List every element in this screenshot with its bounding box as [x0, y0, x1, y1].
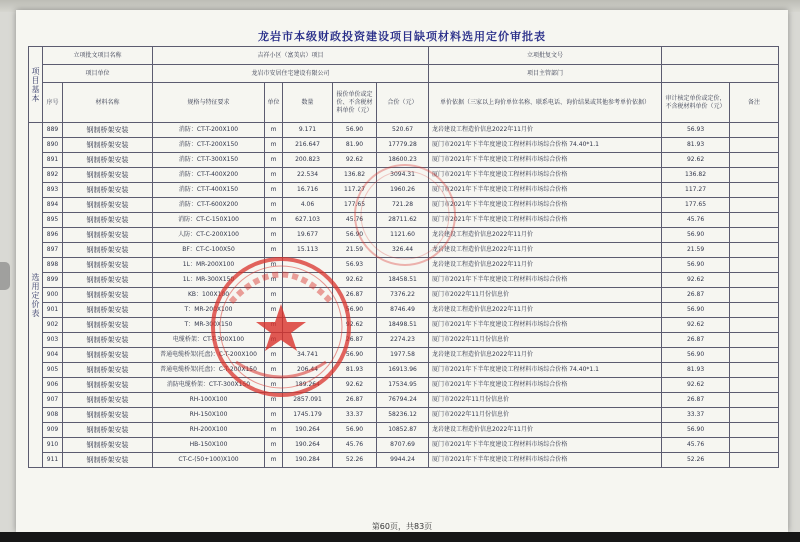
cell-seq: 897 [43, 243, 63, 258]
cell-remark [730, 438, 779, 453]
cell-spec: RH-200X100 [153, 423, 265, 438]
side-handle[interactable] [0, 262, 10, 290]
cell-spec: 普通电缆桥架(托盘)：C-T-200X100 [153, 348, 265, 363]
cell-remark [730, 348, 779, 363]
cell-seq: 896 [43, 228, 63, 243]
cell-total: 58236.12 [377, 408, 429, 423]
unit-label: 项目单位 [43, 65, 153, 83]
cell-spec: BF：CT-C-100X50 [153, 243, 265, 258]
cell-name: 钢制桥架安装 [63, 438, 153, 453]
cell-spec: 消防：CT-T-200X100 [153, 123, 265, 138]
cell-spec: 消防：CT-C-150X100 [153, 213, 265, 228]
cell-name: 钢制桥架安装 [63, 303, 153, 318]
cell-price: 56.93 [333, 258, 377, 273]
cell-unit: m [265, 168, 283, 183]
cell-basis: 龙岩建设工程造价信息2022年11月价 [429, 243, 662, 258]
cell-name: 钢制桥架安装 [63, 348, 153, 363]
cell-qty: 22.534 [283, 168, 333, 183]
table-row [29, 138, 779, 153]
table-row [29, 423, 779, 438]
cell-basis: 龙岩建设工程造价信息2022年11月价 [429, 228, 662, 243]
table-row [29, 333, 779, 348]
side-label-basic: 项目基本 [29, 47, 43, 123]
cell-seq: 895 [43, 213, 63, 228]
cell-seq: 904 [43, 348, 63, 363]
cell-name: 钢制桥架安装 [63, 168, 153, 183]
cell-seq: 905 [43, 363, 63, 378]
cell-price: 92.62 [333, 378, 377, 393]
cell-spec: 消防：CT-T-600X200 [153, 198, 265, 213]
cell-seq: 911 [43, 453, 63, 468]
cell-total: 17534.95 [377, 378, 429, 393]
cell-total: 18600.23 [377, 153, 429, 168]
cell-unit: m [265, 408, 283, 423]
cell-unit: m [265, 423, 283, 438]
cell-basis: 厦门市2021年下半年度建设工程材料市场综合价格 [429, 153, 662, 168]
cell-unit: m [265, 213, 283, 228]
table-row [29, 123, 779, 138]
cell-seq: 903 [43, 333, 63, 348]
table-row [29, 453, 779, 468]
cell-name: 钢制桥架安装 [63, 453, 153, 468]
cell-total: 9944.24 [377, 453, 429, 468]
cell-review: 56.90 [662, 348, 730, 363]
cell-review: 81.93 [662, 138, 730, 153]
cell-qty: 19.677 [283, 228, 333, 243]
header-seq: 序号 [43, 83, 63, 123]
cell-review: 92.62 [662, 273, 730, 288]
approval-no-label: 立项批复文号 [429, 47, 662, 65]
cell-price: 56.90 [333, 123, 377, 138]
cell-remark [730, 393, 779, 408]
cell-basis: 龙岩建设工程造价信息2022年11月价 [429, 348, 662, 363]
cell-review: 26.87 [662, 393, 730, 408]
cell-price: 177.65 [333, 198, 377, 213]
cell-qty: 200.823 [283, 153, 333, 168]
cell-unit: m [265, 303, 283, 318]
cell-basis: 厦门市2021年下半年度建设工程材料市场综合价格 [429, 378, 662, 393]
cell-name: 钢制桥架安装 [63, 153, 153, 168]
header-total: 合价（元） [377, 83, 429, 123]
cell-price: 56.90 [333, 348, 377, 363]
table-row [29, 318, 779, 333]
cell-total: 28711.62 [377, 213, 429, 228]
table-row [29, 393, 779, 408]
cell-price: 52.26 [333, 453, 377, 468]
cell-review: 26.87 [662, 333, 730, 348]
cell-seq: 910 [43, 438, 63, 453]
cell-review: 33.37 [662, 408, 730, 423]
cell-spec: 1L：MR-200X100 [153, 258, 265, 273]
cell-review: 21.59 [662, 243, 730, 258]
cell-remark [730, 288, 779, 303]
cell-total: 1977.58 [377, 348, 429, 363]
cell-seq: 907 [43, 393, 63, 408]
header-qty: 数量 [283, 83, 333, 123]
cell-review: 52.26 [662, 453, 730, 468]
cell-review: 56.90 [662, 228, 730, 243]
cell-remark [730, 153, 779, 168]
cell-basis: 厦门市2021年下半年度建设工程材料市场综合价格 [429, 213, 662, 228]
cell-seq: 889 [43, 123, 63, 138]
cell-total: 8707.69 [377, 438, 429, 453]
cell-spec: 消防：CT-T-200X150 [153, 138, 265, 153]
cell-price: 56.90 [333, 303, 377, 318]
cell-spec: 消防：CT-T-300X150 [153, 153, 265, 168]
document-title: 龙岩市本级财政投资建设项目缺项材料选用定价审批表 [258, 30, 546, 43]
cell-unit: m [265, 228, 283, 243]
cell-review: 117.27 [662, 183, 730, 198]
cell-spec: KB：100X100 [153, 288, 265, 303]
cell-total: 8746.49 [377, 303, 429, 318]
table-row [29, 363, 779, 378]
header-name: 材料名称 [63, 83, 153, 123]
table-row [29, 378, 779, 393]
cell-review: 56.90 [662, 423, 730, 438]
page-number: 第60页，共83页 [371, 522, 433, 531]
cell-total: 520.67 [377, 123, 429, 138]
header-review: 审计核定单价或定价，不含税材料单价（元） [662, 83, 730, 123]
cell-qty: 206.44 [283, 363, 333, 378]
cell-total: 10852.87 [377, 423, 429, 438]
cell-qty: 189.264 [283, 378, 333, 393]
cell-qty: 190.264 [283, 438, 333, 453]
cell-basis: 厦门市2022年11月份信息价 [429, 408, 662, 423]
cell-remark [730, 453, 779, 468]
cell-seq: 899 [43, 273, 63, 288]
cell-seq: 909 [43, 423, 63, 438]
cell-seq: 892 [43, 168, 63, 183]
cell-price: 81.93 [333, 363, 377, 378]
cell-remark [730, 378, 779, 393]
cell-qty: 190.264 [283, 423, 333, 438]
table-row [29, 348, 779, 363]
cell-unit: m [265, 258, 283, 273]
cell-remark [730, 183, 779, 198]
cell-basis: 龙岩建设工程造价信息2022年11月价 [429, 303, 662, 318]
cell-unit: m [265, 198, 283, 213]
cell-unit: m [265, 138, 283, 153]
cell-basis: 厦门市2021年下半年度建设工程材料市场综合价格 74.40*1.1 [429, 138, 662, 153]
cell-total: 3094.31 [377, 168, 429, 183]
cell-name: 钢制桥架安装 [63, 378, 153, 393]
cell-basis: 龙岩建设工程造价信息2022年11月价 [429, 258, 662, 273]
cell-name: 钢制桥架安装 [63, 258, 153, 273]
cell-basis: 厦门市2021年下半年度建设工程材料市场综合价格 [429, 453, 662, 468]
cell-price: 56.90 [333, 423, 377, 438]
cell-price: 81.90 [333, 138, 377, 153]
cell-remark [730, 273, 779, 288]
cell-total: 18498.51 [377, 318, 429, 333]
cell-price: 33.37 [333, 408, 377, 423]
cell-name: 钢制桥架安装 [63, 198, 153, 213]
cell-remark [730, 318, 779, 333]
header-remark: 备注 [730, 83, 779, 123]
cell-spec: 消防：CT-T-400X150 [153, 183, 265, 198]
cell-seq: 902 [43, 318, 63, 333]
cell-qty: 34.741 [283, 348, 333, 363]
cell-unit: m [265, 348, 283, 363]
cell-total: 18458.51 [377, 273, 429, 288]
cell-seq: 908 [43, 408, 63, 423]
cell-basis: 厦门市2021年下半年度建设工程材料市场综合价格 [429, 183, 662, 198]
table-row [29, 303, 779, 318]
document-page [16, 10, 788, 532]
header-price: 报价单价或定价、不含税材料单价（元） [333, 83, 377, 123]
cell-spec: 消防电缆桥架：CT-T-300X150 [153, 378, 265, 393]
cell-price: 45.76 [333, 438, 377, 453]
cell-price: 92.62 [333, 318, 377, 333]
cell-review: 26.87 [662, 288, 730, 303]
cell-remark [730, 138, 779, 153]
cell-total: 17779.28 [377, 138, 429, 153]
cell-spec: 1L：MR-300X150 [153, 273, 265, 288]
cell-name: 钢制桥架安装 [63, 318, 153, 333]
cell-unit: m [265, 243, 283, 258]
cell-total: 7376.22 [377, 288, 429, 303]
cell-remark [730, 258, 779, 273]
cell-remark [730, 363, 779, 378]
cell-name: 钢制桥架安装 [63, 288, 153, 303]
dept-extra [662, 65, 779, 83]
cell-name: 钢制桥架安装 [63, 363, 153, 378]
cell-remark [730, 213, 779, 228]
cell-unit: m [265, 378, 283, 393]
dept-value: 项目主管部门 [429, 65, 662, 83]
cell-spec: HB-150X100 [153, 438, 265, 453]
cell-qty: 627.103 [283, 213, 333, 228]
cell-spec: RH-150X100 [153, 408, 265, 423]
cell-name: 钢制桥架安装 [63, 243, 153, 258]
cell-seq: 893 [43, 183, 63, 198]
cell-review: 56.93 [662, 123, 730, 138]
header-row [29, 83, 779, 123]
phone-bottom-bar [0, 532, 800, 542]
cell-seq: 894 [43, 198, 63, 213]
cell-basis: 龙岩建设工程造价信息2022年11月价 [429, 423, 662, 438]
cell-qty: 16.716 [283, 183, 333, 198]
cell-remark [730, 228, 779, 243]
info-row-unit [29, 65, 779, 83]
cell-basis: 厦门市2021年下半年度建设工程材料市场综合价格 [429, 273, 662, 288]
cell-name: 钢制桥架安装 [63, 183, 153, 198]
official-seal-icon [206, 252, 356, 402]
cell-unit: m [265, 438, 283, 453]
cell-unit: m [265, 453, 283, 468]
cell-review: 177.65 [662, 198, 730, 213]
cell-spec: 人防：CT-C-200X100 [153, 228, 265, 243]
cell-qty: 15.113 [283, 243, 333, 258]
cell-name: 钢制桥架安装 [63, 333, 153, 348]
cell-review: 56.90 [662, 303, 730, 318]
cell-price: 26.87 [333, 393, 377, 408]
cell-spec: CT-C-(50+100)X100 [153, 453, 265, 468]
cell-price: 92.62 [333, 273, 377, 288]
cell-spec: T：MR-200X100 [153, 303, 265, 318]
cell-review: 136.82 [662, 168, 730, 183]
project-name-label: 立项批文项目名称 [43, 47, 153, 65]
cell-price: 21.59 [333, 243, 377, 258]
cell-spec: 消防：CT-T-400X200 [153, 168, 265, 183]
table-row [29, 273, 779, 288]
cell-name: 钢制桥架安装 [63, 123, 153, 138]
cell-qty: 9.171 [283, 123, 333, 138]
table-row [29, 408, 779, 423]
cell-seq: 898 [43, 258, 63, 273]
cell-review: 56.90 [662, 258, 730, 273]
cell-unit: m [265, 393, 283, 408]
info-row-project [29, 47, 779, 65]
cell-price: 56.90 [333, 228, 377, 243]
cell-basis: 厦门市2021年下半年度建设工程材料市场综合价格 74.40*1.1 [429, 363, 662, 378]
cell-qty: 190.284 [283, 453, 333, 468]
cell-basis: 厦门市2021年下半年度建设工程材料市场综合价格 [429, 438, 662, 453]
cell-remark [730, 198, 779, 213]
approval-no-value [662, 47, 779, 65]
cell-unit: m [265, 123, 283, 138]
cell-review: 92.62 [662, 318, 730, 333]
cell-basis: 厦门市2021年下半年度建设工程材料市场综合价格 [429, 198, 662, 213]
cell-unit: m [265, 363, 283, 378]
cell-seq: 890 [43, 138, 63, 153]
side-label-pricing: 选用定价表 [29, 123, 43, 468]
cell-unit: m [265, 288, 283, 303]
cell-total: 721.28 [377, 198, 429, 213]
cell-review: 92.62 [662, 153, 730, 168]
cell-seq: 891 [43, 153, 63, 168]
cell-total: 1121.60 [377, 228, 429, 243]
cell-seq: 906 [43, 378, 63, 393]
cell-spec: RH-100X100 [153, 393, 265, 408]
cell-review: 45.76 [662, 213, 730, 228]
cell-price: 117.27 [333, 183, 377, 198]
cell-remark [730, 333, 779, 348]
cell-seq: 900 [43, 288, 63, 303]
cell-basis: 厦门市2022年11月份信息价 [429, 288, 662, 303]
cell-review: 45.76 [662, 438, 730, 453]
cell-name: 钢制桥架安装 [63, 273, 153, 288]
cell-price: 92.62 [333, 153, 377, 168]
cell-name: 钢制桥架安装 [63, 138, 153, 153]
cell-unit: m [265, 273, 283, 288]
cell-spec: 普通电缆桥架(托盘)：C-T-200X150 [153, 363, 265, 378]
cell-price: 26.87 [333, 288, 377, 303]
cell-remark [730, 408, 779, 423]
cell-basis: 厦门市2021年下半年度建设工程材料市场综合价格 [429, 318, 662, 333]
cell-basis: 龙岩建设工程造价信息2022年11月价 [429, 123, 662, 138]
cell-total: 16913.96 [377, 363, 429, 378]
cell-remark [730, 303, 779, 318]
cell-remark [730, 123, 779, 138]
cell-remark [730, 243, 779, 258]
cell-qty: 1745.179 [283, 408, 333, 423]
cell-qty: 4.06 [283, 198, 333, 213]
cell-basis: 厦门市2022年11月份信息价 [429, 333, 662, 348]
cell-name: 钢制桥架安装 [63, 213, 153, 228]
table-row [29, 288, 779, 303]
header-spec: 规格与特征要求 [153, 83, 265, 123]
cell-name: 钢制桥架安装 [63, 228, 153, 243]
table-row [29, 438, 779, 453]
cell-qty: 2857.091 [283, 393, 333, 408]
cell-unit: m [265, 153, 283, 168]
cell-price: 136.82 [333, 168, 377, 183]
cell-unit: m [265, 183, 283, 198]
cell-spec: T：MR-300X150 [153, 318, 265, 333]
cell-remark [730, 423, 779, 438]
cell-price: 26.87 [333, 333, 377, 348]
faint-stamp-icon [350, 160, 460, 270]
cell-seq: 901 [43, 303, 63, 318]
cell-price: 45.76 [333, 213, 377, 228]
cell-spec: 电缆桥架：CT-T-300X100 [153, 333, 265, 348]
header-basis: 单价依据（三家以上询价单位名称、联系电话、询价结果或其他参考单价依据） [429, 83, 662, 123]
cell-total: 76794.24 [377, 393, 429, 408]
cell-basis: 厦门市2021年下半年度建设工程材料市场综合价格 [429, 168, 662, 183]
cell-name: 钢制桥架安装 [63, 423, 153, 438]
cell-qty: 216.647 [283, 138, 333, 153]
unit-value: 龙岩市安居住宅建设有限公司 [153, 65, 429, 83]
cell-total: 2274.23 [377, 333, 429, 348]
cell-remark [730, 168, 779, 183]
project-name-value: 吉祥小区（富美店）项目 [153, 47, 429, 65]
cell-review: 92.62 [662, 378, 730, 393]
cell-total: 1960.26 [377, 183, 429, 198]
cell-name: 钢制桥架安装 [63, 408, 153, 423]
cell-review: 81.93 [662, 363, 730, 378]
cell-total: 326.44 [377, 243, 429, 258]
cell-name: 钢制桥架安装 [63, 393, 153, 408]
cell-basis: 厦门市2022年11月份信息价 [429, 393, 662, 408]
header-unit: 单位 [265, 83, 283, 123]
